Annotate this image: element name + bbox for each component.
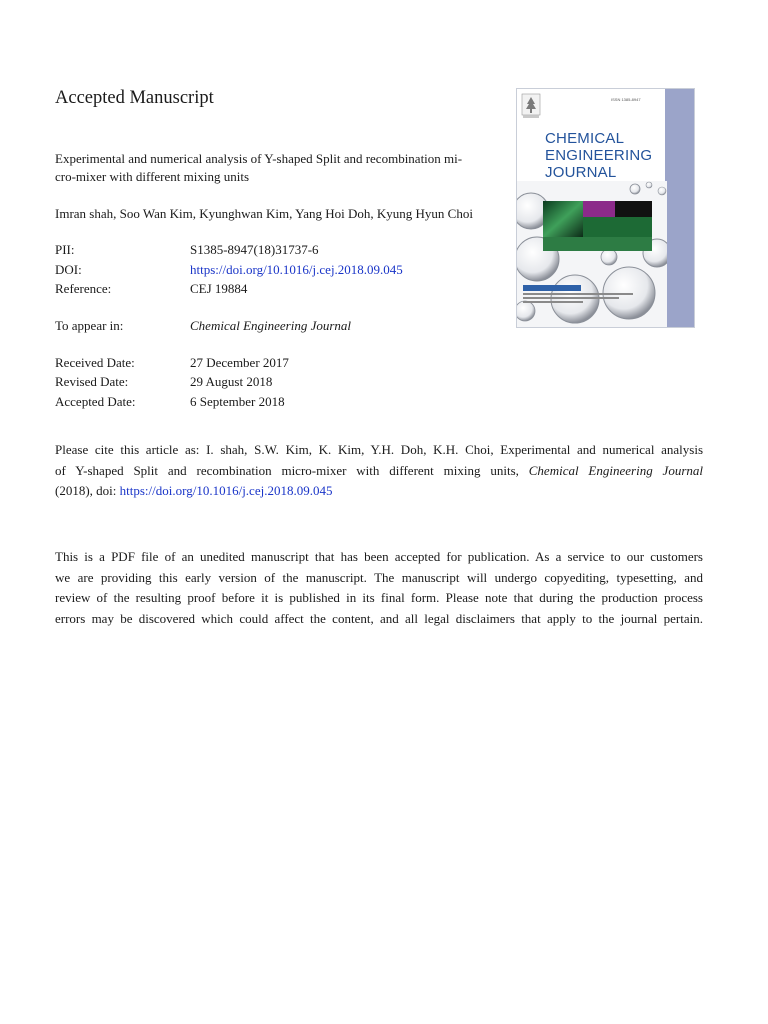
appear-in-label: To appear in: bbox=[55, 318, 124, 333]
cover-bubble-artwork bbox=[517, 181, 667, 328]
reference-label: Reference: bbox=[55, 281, 112, 296]
reference-value: CEJ 19884 bbox=[190, 281, 248, 296]
citation-line-2 bbox=[55, 461, 703, 482]
cover-issn-text: ISSN 1385-8947 bbox=[611, 97, 641, 102]
article-title-line-1: Experimental and numerical analysis of Y-shaped Split and recombination mi- bbox=[55, 151, 463, 166]
cover-title-line-3: JOURNAL bbox=[545, 164, 617, 181]
cover-journal-title bbox=[545, 130, 665, 181]
doi-link[interactable]: https://doi.org/10.1016/j.cej.2018.09.045 bbox=[190, 262, 403, 277]
cover-title-line-1: CHEMICAL bbox=[545, 130, 625, 147]
citation-doi-link[interactable]: https://doi.org/10.1016/j.cej.2018.09.045 bbox=[119, 483, 333, 498]
disclaimer-line-1: This is a PDF file of an unedited manuscript that has been accepted for publication. As a service to our customers bbox=[55, 549, 703, 564]
disclaimer-line-2: we are providing this early version of the manuscript. The manuscript will undergo copyediting, typesetting, and bbox=[55, 569, 703, 585]
pii-value: S1385-8947(18)31737-6 bbox=[190, 242, 319, 257]
cover-title-line-2: ENGINEERING bbox=[545, 147, 653, 164]
page-heading: Accepted Manuscript bbox=[55, 88, 214, 108]
citation-line-3-text: (2018), doi: bbox=[55, 483, 117, 498]
accepted-date-label: Accepted Date: bbox=[55, 394, 136, 409]
accepted-date-value: 6 September 2018 bbox=[190, 394, 285, 409]
citation-line-2-text: of Y-shaped Split and recombination micro-mixer with different mixing units, bbox=[55, 462, 519, 478]
doi-label: DOI: bbox=[55, 262, 82, 277]
citation-line-3 bbox=[55, 481, 703, 502]
revised-date-label: Revised Date: bbox=[55, 374, 129, 389]
disclaimer-line-4: errors may be discovered which could affect the content, and all legal disclaimers that apply to the journal pertain. bbox=[55, 610, 703, 626]
article-title-line-2: cro-mixer with different mixing units bbox=[55, 169, 249, 184]
citation-journal: Chemical Engineering Journal bbox=[528, 462, 704, 478]
received-date-label: Received Date: bbox=[55, 355, 135, 370]
author-list: Imran shah, Soo Wan Kim, Kyunghwan Kim, Yang Hoi Doh, Kyung Hyun Choi bbox=[55, 206, 473, 221]
received-date-value: 27 December 2017 bbox=[190, 355, 289, 370]
disclaimer-line-3: review of the resulting proof before it is published in its final form. Please note that during the production process bbox=[55, 590, 703, 605]
pii-label: PII: bbox=[55, 242, 75, 257]
citation-paragraph bbox=[55, 440, 703, 502]
journal-cover-image bbox=[516, 88, 695, 328]
revised-date-value: 29 August 2018 bbox=[190, 374, 273, 389]
elsevier-logo-icon bbox=[521, 93, 541, 119]
cover-side-strip bbox=[665, 89, 694, 327]
appear-in-journal: Chemical Engineering Journal bbox=[190, 318, 352, 333]
disclaimer-paragraph bbox=[55, 547, 703, 629]
citation-line-1: Please cite this article as: I. shah, S.W. Kim, K. Kim, Y.H. Doh, K.H. Choi, Experimental and numerical analysis bbox=[55, 442, 703, 457]
